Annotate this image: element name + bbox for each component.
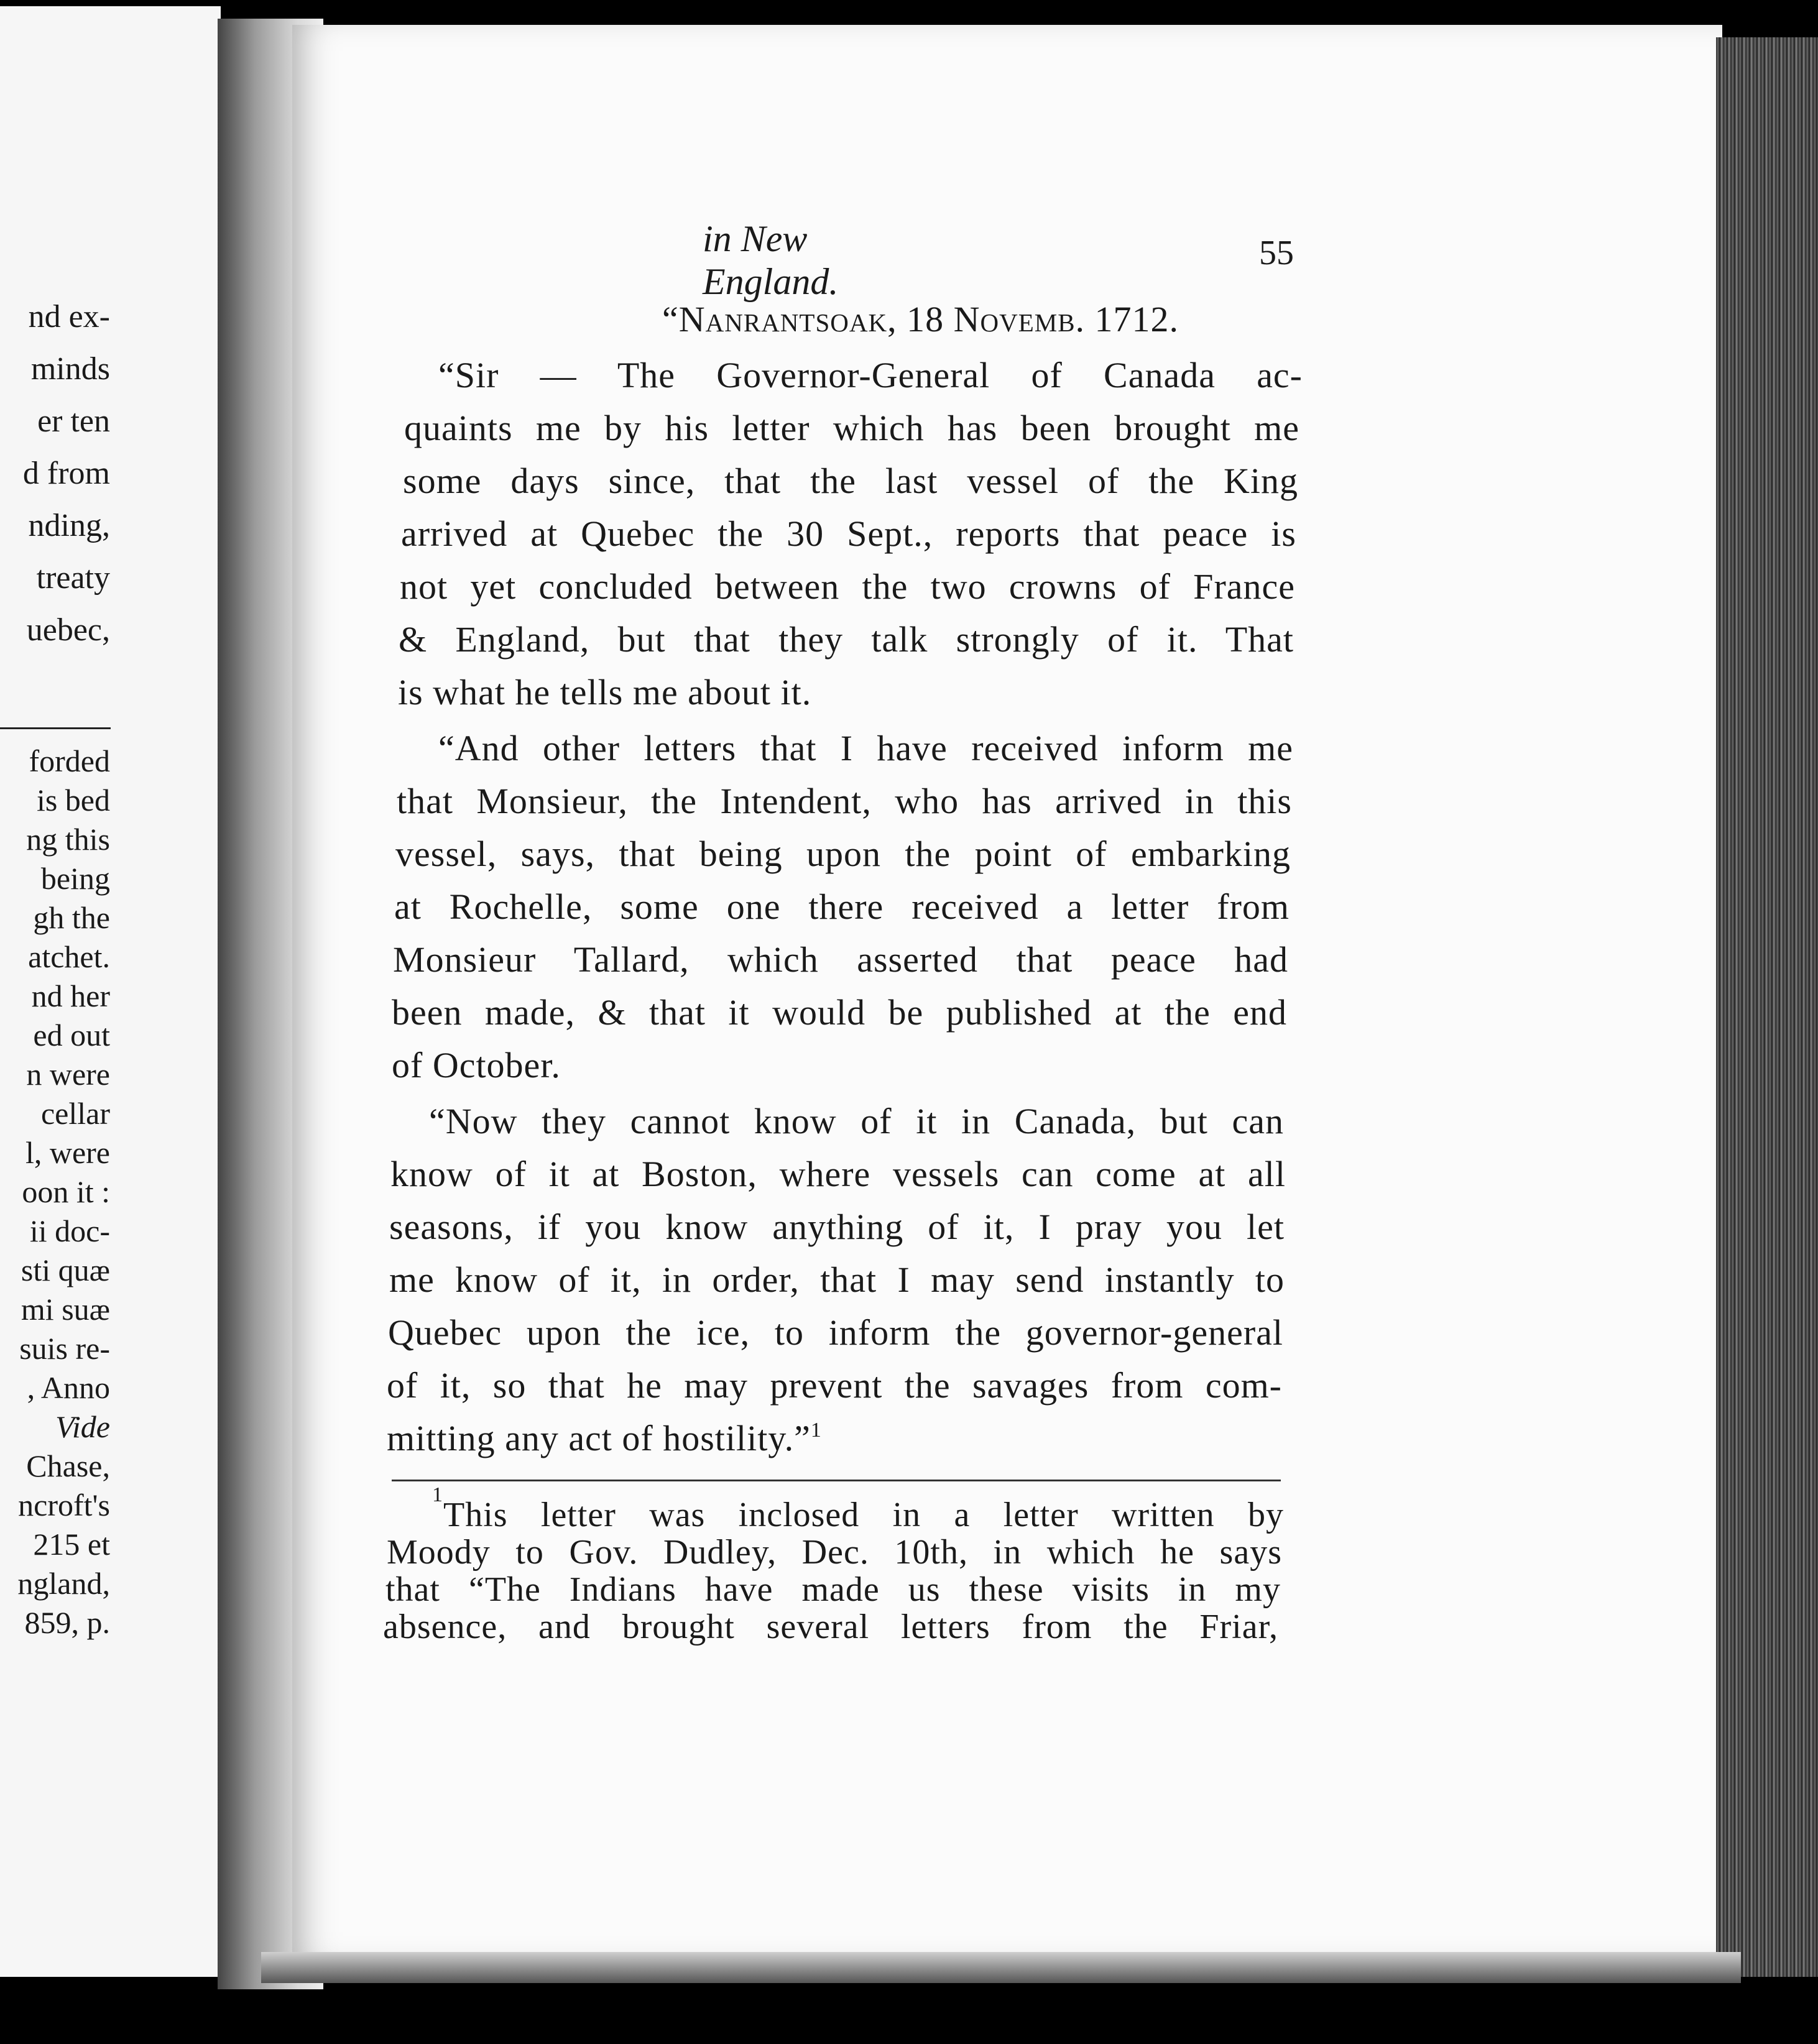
footnote-line: 1 This letter was inclosed in a letter written by [432, 1483, 1284, 1534]
left-line: nd her [31, 978, 110, 1013]
left-line: cellar [40, 1096, 110, 1131]
left-line: uebec, [26, 612, 110, 648]
left-line: ngland, [17, 1566, 110, 1601]
footnote-line: that “The Indians have made us these visits in my [385, 1570, 1281, 1609]
left-line: n were [26, 1057, 110, 1092]
body-line: “And other letters that I have received inform me [438, 728, 1293, 768]
left-line: d from [22, 456, 110, 491]
body-line: Quebec upon the ice, to inform the governor-general [388, 1312, 1283, 1353]
left-line: being [40, 861, 110, 896]
body-line: “Sir — The Governor-General of Canada ac- [438, 355, 1303, 395]
left-line: Vide [55, 1409, 110, 1444]
left-line: mi suæ [21, 1292, 110, 1327]
left-line: 859, p. [24, 1605, 110, 1640]
body-line: at Rochelle, some one there received a letter from [394, 886, 1290, 927]
page-number: 55 [1259, 234, 1294, 272]
footnote-marker: 1 [810, 1419, 822, 1442]
left-line: ng this [26, 822, 110, 857]
body-line: Monsieur Tallard, which asserted that peace had [393, 939, 1288, 980]
left-line: , Anno [27, 1370, 110, 1405]
left-line: minds [30, 351, 110, 387]
body-line: of October. [392, 1045, 561, 1085]
left-line: ncroft's [18, 1488, 110, 1522]
body-line: arrived at Quebec the 30 Sept., reports that peace is [401, 513, 1296, 554]
footnote-line: Moody to Gov. Dudley, Dec. 10th, in which he says [387, 1533, 1282, 1572]
body-line: quaints me by his letter which has been brought me [404, 408, 1299, 448]
body-line: mitting any act of hostility.”$^1$ [387, 1418, 822, 1458]
left-line: gh the [33, 900, 110, 935]
left-line: ii doc- [29, 1213, 110, 1248]
body-line: that Monsieur, the Intendent, who has arrived in this [397, 781, 1292, 821]
footnote-line: absence, and brought several letters from the Friar, [383, 1608, 1278, 1646]
running-head: in New England. [703, 218, 839, 302]
bottom-page-edge [261, 1952, 1741, 1983]
footnote-number: 1 [432, 1483, 443, 1506]
body-line: know of it at Boston, where vessels can come at all [390, 1154, 1286, 1194]
left-line: nd ex- [28, 299, 110, 334]
body-line: seasons, if you know anything of it, I pray you let [389, 1207, 1285, 1247]
left-footnote-rule [0, 727, 111, 729]
body-line: “Now they cannot know of it in Canada, but can [429, 1101, 1284, 1141]
footnote-rule [392, 1480, 1281, 1481]
dateline: “Nanrantsoak, 18 Novemb. 1712. [662, 299, 1179, 339]
left-line: 215 et [33, 1527, 110, 1562]
body-line: me know of it, in order, that I may send instantly to [389, 1259, 1285, 1300]
body-line: not yet concluded between the two crowns of France [400, 566, 1295, 607]
left-line: forded [29, 743, 110, 778]
body-line: & England, but that they talk strongly of it. That [399, 619, 1294, 660]
left-line: is bed [36, 783, 110, 817]
body-line: some days since, that the last vessel of the King [403, 461, 1298, 501]
left-line: ed out [33, 1018, 110, 1052]
left-line: suis re- [19, 1331, 110, 1366]
left-line: treaty [36, 560, 110, 596]
page-edges [1716, 37, 1818, 1977]
left-line: er ten [37, 403, 110, 439]
left-line: Chase, [26, 1448, 110, 1483]
body-line: been made, & that it would be published at the end [392, 992, 1287, 1033]
body-line: vessel, says, that being upon the point of embarking [395, 834, 1291, 874]
left-line: nding, [28, 508, 110, 543]
left-page [0, 6, 221, 1977]
body-line: of it, so that he may prevent the savages from com- [387, 1365, 1282, 1406]
left-line: oon it : [22, 1174, 110, 1209]
left-line: sti quæ [21, 1253, 110, 1287]
left-line: atchet. [28, 939, 110, 974]
body-line: is what he tells me about it. [398, 672, 812, 712]
left-line: l, were [25, 1135, 110, 1170]
